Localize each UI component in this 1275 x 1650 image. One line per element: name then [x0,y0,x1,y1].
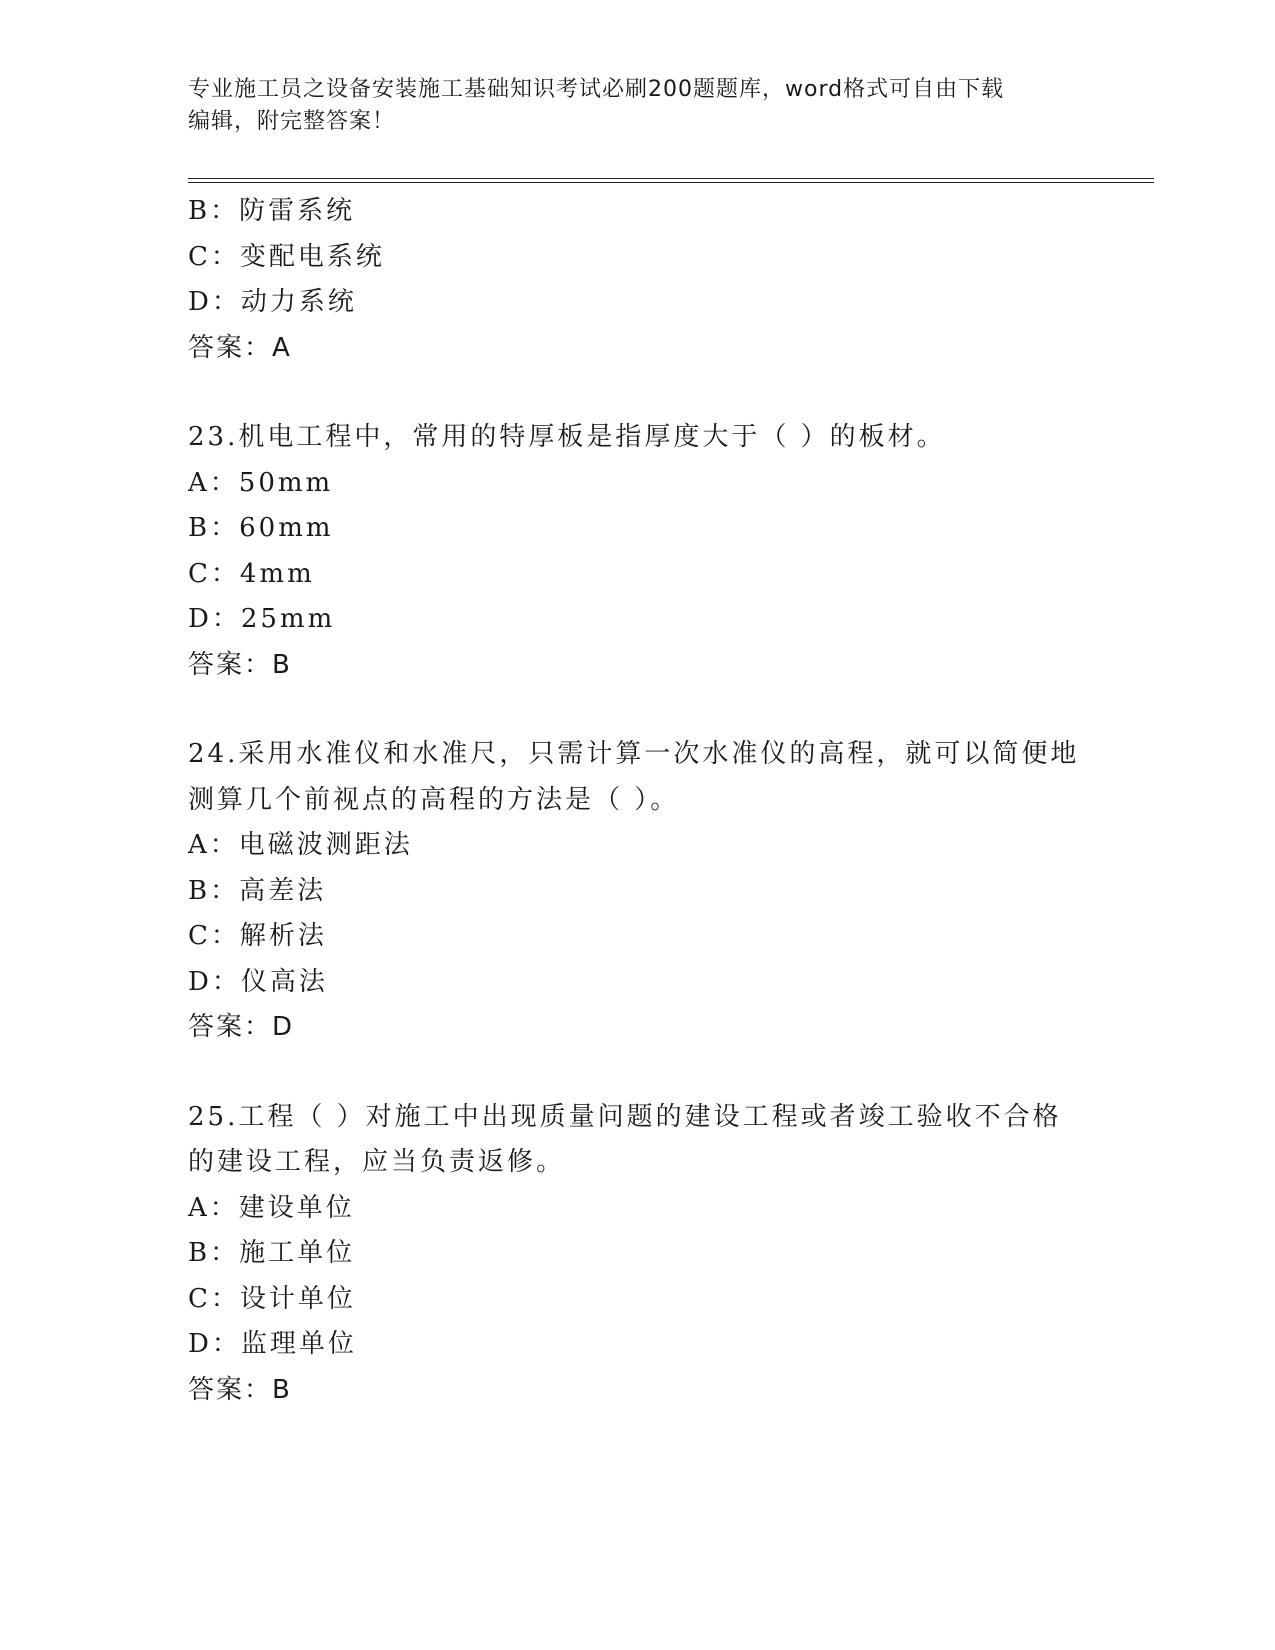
header-divider [188,178,1154,183]
option-a: A：电磁波测距法 [188,830,413,860]
option-d: D：监理单位 [188,1329,357,1359]
option-d: D：25mm [188,604,336,634]
option-c: C：设计单位 [188,1283,356,1314]
option-d: D：动力系统 [188,287,357,317]
option-b: B：高差法 [188,875,327,906]
question-22-continued [188,189,1088,371]
question-stem-continued: 的建设工程，应当负责返修。 [188,1147,566,1177]
question-stem: 23.机电工程中，常用的特厚板是指厚度大于（ ）的板材。 [188,422,946,452]
question-25 [188,1095,1088,1414]
option-b: B：60mm [188,513,334,543]
answer-line: 答案：D [188,1012,295,1042]
answer-line: 答案：B [188,1374,292,1405]
answer-line: 答案：B [188,649,292,680]
header-title-line-1: 专业施工员之设备安装施工基础知识考试必刷200题题库，word格式可自由下载 [188,77,1005,102]
option-d: D：仪高法 [188,966,328,997]
question-23 [188,415,1088,688]
spacer [188,371,1088,415]
question-stem: 24.采用水准仪和水准尺，只需计算一次水准仪的高程，就可以简便地 [188,739,1080,769]
question-stem: 25.工程（ ）对施工中出现质量问题的建设工程或者竣工验收不合格 [188,1101,1062,1132]
option-b: B：施工单位 [188,1238,356,1268]
option-a: A：50mm [188,467,334,498]
header-title-line-2: 编辑，附完整答案！ [188,109,396,134]
page-header [188,74,1088,138]
option-b: B：防雷系统 [188,196,356,226]
answer-line: 答案：A [188,332,292,363]
question-stem-continued: 测算几个前视点的高程的方法是（ ）。 [188,784,680,815]
option-c: C：变配电系统 [188,241,385,272]
option-c: C：4mm [188,558,315,589]
spacer [188,1051,1088,1095]
option-c: C：解析法 [188,921,327,951]
question-list [188,189,1088,1413]
question-24 [188,732,1088,1051]
option-a: A：建设单位 [188,1192,355,1223]
spacer [188,688,1088,732]
